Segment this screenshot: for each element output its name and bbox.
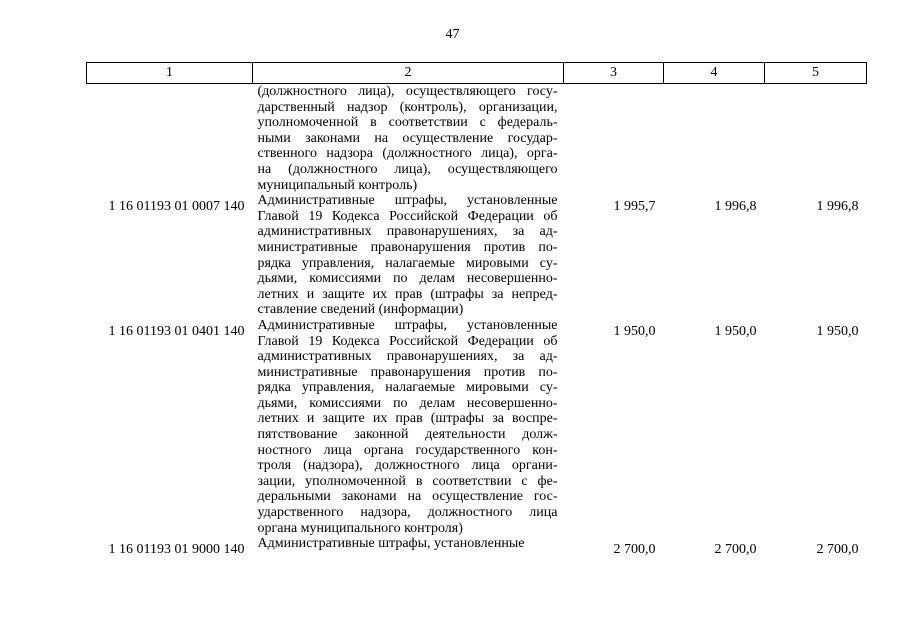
amount-col4: 1 996,8 [714, 199, 757, 215]
description-line: Главой 19 Кодекса Российской Федерации об [257, 333, 558, 349]
amount-col4 [664, 84, 765, 194]
header-col-4: 4 [664, 63, 765, 84]
amount-col5: 2 700,0 [816, 542, 859, 558]
header-row [87, 63, 867, 84]
table-row [87, 318, 867, 536]
description-line: Административные штрафы, установленные [257, 317, 558, 333]
budget-code: 1 16 01193 01 9000 140 [108, 542, 245, 558]
description-line: летних и защите их прав (штрафы за непред- [257, 286, 558, 302]
description-line: пятствование законной деятельности долж- [257, 427, 558, 443]
description-line: Административные штрафы, установленные [257, 536, 525, 552]
amount-col5: 1 996,8 [816, 199, 859, 215]
table-row [87, 536, 867, 558]
description-line: уполномоченной в соответствии с федераль- [257, 115, 558, 131]
description-line: ственного надзора (должностного лица), орга- [257, 146, 558, 162]
description-line: дарственный надзор (контроль), организации, [257, 99, 558, 115]
page-number: 47 [445, 27, 460, 42]
description [253, 84, 564, 194]
table-row [87, 193, 867, 318]
header-col-3: 3 [564, 63, 664, 84]
amount-col5: 1 950,0 [816, 323, 859, 339]
header-col-2: 2 [253, 63, 564, 84]
description [253, 536, 564, 558]
description-line: ностного лица органа государственного кон- [257, 442, 558, 458]
description [253, 318, 564, 536]
amount-col5 [765, 84, 867, 194]
budget-code: 1 16 01193 01 0007 140 [108, 199, 245, 215]
budget-code: 1 16 01193 01 0401 140 [108, 323, 245, 339]
description-line: министративные правонарушения против по- [257, 364, 558, 380]
description-line: (должностного лица), осуществляющего госу- [257, 84, 558, 99]
header-col-5: 5 [765, 63, 867, 84]
description [253, 193, 564, 318]
amount-col3: 1 950,0 [613, 323, 656, 339]
description-line: рядка управления, налагаемые мировыми су- [257, 380, 558, 396]
amount-col4: 1 950,0 [714, 323, 757, 339]
description-line: административных правонарушениях, за ад- [257, 349, 558, 365]
header-col-1: 1 [87, 63, 253, 84]
description-line: зации, уполномоченной в соответствии с фе- [257, 473, 558, 489]
description-line: дьями, комиссиями по делам несовершенно- [257, 271, 558, 287]
amount-col3: 1 995,7 [613, 199, 656, 215]
description-line: ставление сведений (информации) [257, 302, 464, 318]
description-line: деральными законами на осуществление гос- [257, 489, 558, 505]
description-line: ударственного надзора, должностного лица [257, 505, 558, 521]
description-line: троля (надзора), должностного лица органи- [257, 458, 558, 474]
amount-col3: 2 700,0 [613, 542, 656, 558]
budget-table [86, 62, 867, 558]
description-line: административных правонарушениях, за ад- [257, 224, 558, 240]
description-line: на (должностного лица), осуществляющего [257, 161, 558, 177]
description-line: министративные правонарушения против по- [257, 239, 558, 255]
description-line: Административные штрафы, установленные [257, 193, 558, 209]
table-body [87, 84, 867, 558]
description-line: рядка управления, налагаемые мировыми су- [257, 255, 558, 271]
description-line: летних и защите их прав (штрафы за воспре- [257, 411, 558, 427]
amount-col3 [564, 84, 664, 194]
budget-code [87, 84, 253, 194]
description-line: ными законами на осуществление государ- [257, 130, 558, 146]
description-line: Главой 19 Кодекса Российской Федерации об [257, 208, 558, 224]
description-line: дьями, комиссиями по делам несовершенно- [257, 395, 558, 411]
description-line: муниципальный контроль) [257, 177, 418, 193]
amount-col4: 2 700,0 [714, 542, 757, 558]
continuation-row [87, 84, 867, 194]
description-line: органа муниципального контроля) [257, 520, 463, 536]
